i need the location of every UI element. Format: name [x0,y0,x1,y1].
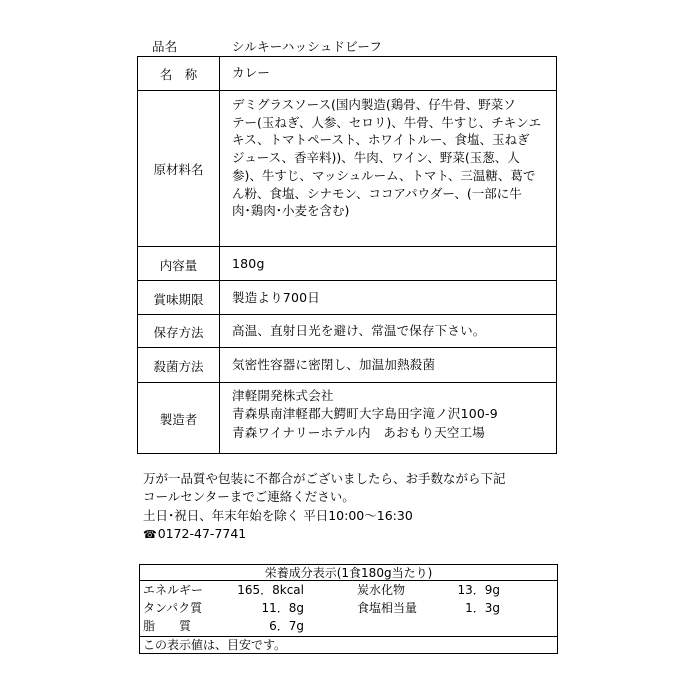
fat-value: 6．7g [269,619,304,633]
energy-label: エネルギー [143,583,204,597]
product-name-label: 品名 [152,39,178,54]
protein-value: 11．8g [261,601,304,615]
sterilization-value: 気密性容器に密閉し、加温加熱殺菌 [232,357,436,372]
ingredients-list [232,96,552,220]
product-name-value: シルキーハッシュドビーフ [232,39,383,54]
notice-line: 万が一品質や包装に不都合がございましたら、お手数ながら下記 [143,471,506,486]
expiry-value: 製造より700日 [232,290,320,305]
ingredients-line: テー(玉ねぎ、人参、セロリ)、牛骨、牛すじ、チキンエ [232,114,542,130]
sterilization-label: 殺菌方法 [153,359,204,374]
phone-number: 0172-47-7741 [157,526,247,541]
salt-value: 1．3g [465,601,500,615]
storage-label: 保存方法 [153,325,204,340]
phone-line [143,525,246,544]
name-label: 名 称 [159,67,198,82]
manufacturer-factory: 青森ワイナリーホテル内 あおもり天空工場 [232,425,486,440]
ingredients-line: 参)、牛すじ、マッシュルーム、トマト、三温糖、葛で [232,167,536,183]
ingredients-line: 肉･鶏肉･小麦を含む) [232,203,350,219]
protein-label: タンパク質 [143,601,203,615]
expiry-label: 賞味期限 [153,292,204,307]
manufacturer-label: 製造者 [159,412,198,427]
notice-line: コールセンターまでご連絡ください。 [143,489,355,504]
volume-label: 内容量 [159,258,198,273]
name-value: カレー [232,65,271,80]
carbohydrate-value: 13．9g [457,583,500,597]
nutrition-footer: この表示値は、目安です。 [143,638,287,652]
manufacturer-address: 青森県南津軽郡大鰐町大字島田字滝ノ沢100-9 [232,406,498,421]
ingredients-line: ん粉、食塩、シナモン、ココアパウダー、(一部に牛 [232,185,522,201]
volume-value: 180g [232,256,265,271]
carbohydrate-label: 炭水化物 [357,583,406,597]
phone-icon: ☎ [143,528,157,541]
ingredients-label: 原材料名 [153,162,204,177]
salt-label: 食塩相当量 [357,601,418,615]
fat-label: 脂 質 [143,619,192,633]
manufacturer-name: 津軽開発株式会社 [232,388,334,403]
storage-value: 高温、直射日光を避け、常温で保存下さい。 [232,323,486,338]
ingredients-line: ジュース、香辛料))、牛肉、ワイン、野菜(玉葱、人 [232,150,520,166]
energy-value: 165．8kcal [237,583,304,597]
notice-line: 土日･祝日、年末年始を除く 平日10:00～16:30 [143,508,413,523]
nutrition-title: 栄養成分表示(1食180g当たり) [264,566,433,580]
ingredients-line: キス、トマトペースト、ホワイトルー、食塩、玉ねぎ [232,132,530,148]
ingredients-line: デミグラスソース(国内製造(鶏骨、仔牛骨、野菜ソ [232,97,516,112]
